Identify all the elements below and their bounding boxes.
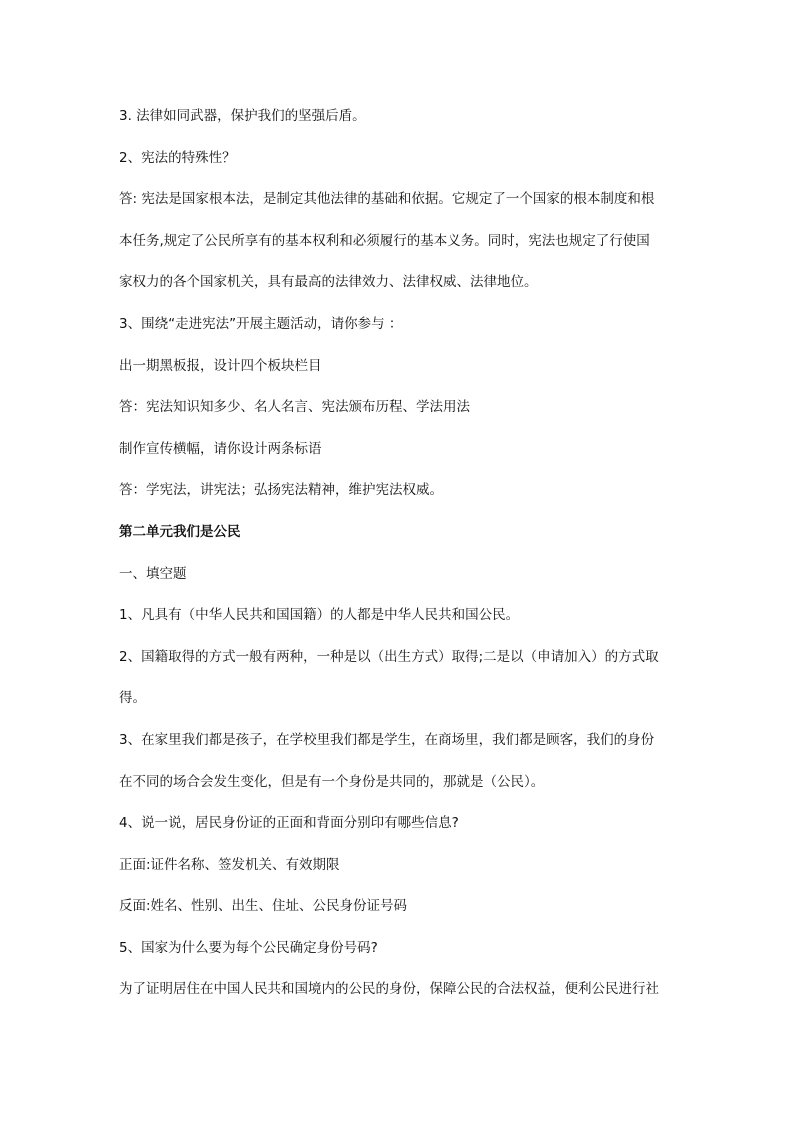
text-line: 3、在家里我们都是孩子，在学校里我们都是学生，在商场里，我们都是顾客，我们的身份 (119, 731, 655, 748)
question-heading: 3、围绕“走进宪法”开展主题活动，请你参与 ： (119, 315, 403, 332)
text-line: 正面:证件名称、签发机关、有效期限 (119, 856, 340, 873)
text-line: 3. 法律如同武器，保护我们的坚强后盾。 (119, 108, 366, 124)
text-line: 2、国籍取得的方式一般有两种，一种是以（出生方式）取得;二是以（申请加入）的方式取 (119, 648, 659, 665)
question-heading: 2、宪法的特殊性？ (119, 149, 236, 166)
subsection-title: 一、填空题 (119, 565, 187, 582)
section-title: 第二单元我们是公民 (119, 523, 241, 540)
question-heading: 4、说一说，居民身份证的正面和背面分别印有哪些信息? (119, 815, 459, 832)
document-body (119, 103, 685, 1018)
text-line: 反面:姓名、性别、出生、住址、公民身份证号码 (119, 898, 408, 915)
text-line: 制作宣传横幅，请你设计两条标语 (119, 440, 322, 457)
text-line: 家权力的各个国家机关，具有最高的法律效力、法律权威、法律地位。 (119, 274, 538, 291)
text-line: 答：宪法知识知多少、名人名言、宪法颁布历程、学法用法 (119, 399, 470, 416)
text-line: 答：学宪法，讲宪法；弘扬宪法精神，维护宪法权威。 (119, 482, 443, 499)
text-line: 1、凡具有（中华人民共和国国籍）的人都是中华人民共和国公民。 (119, 607, 520, 624)
text-line: 为了证明居住在中国人民共和国境内的公民的身份，保障公民的合法权益，便利公民进行社 (119, 981, 659, 998)
text-line: 在不同的场合会发生变化，但是有一个身份是共同的，那就是（公民）。 (119, 773, 545, 790)
text-line: 答: 宪法是国家根本法，是制定其他法律的基础和依据。它规定了一个国家的根本制度和根 (119, 191, 655, 208)
text-line: 本任务,规定了公民所享有的基本权利和必须履行的基本义务。同时，宪法也规定了行使国 (119, 232, 650, 249)
question-heading: 5、国家为什么要为每个公民确定身份号码? (119, 939, 378, 956)
text-line: 得。 (119, 690, 146, 707)
text-line: 出一期黑板报，设计四个板块栏目 (119, 357, 322, 374)
